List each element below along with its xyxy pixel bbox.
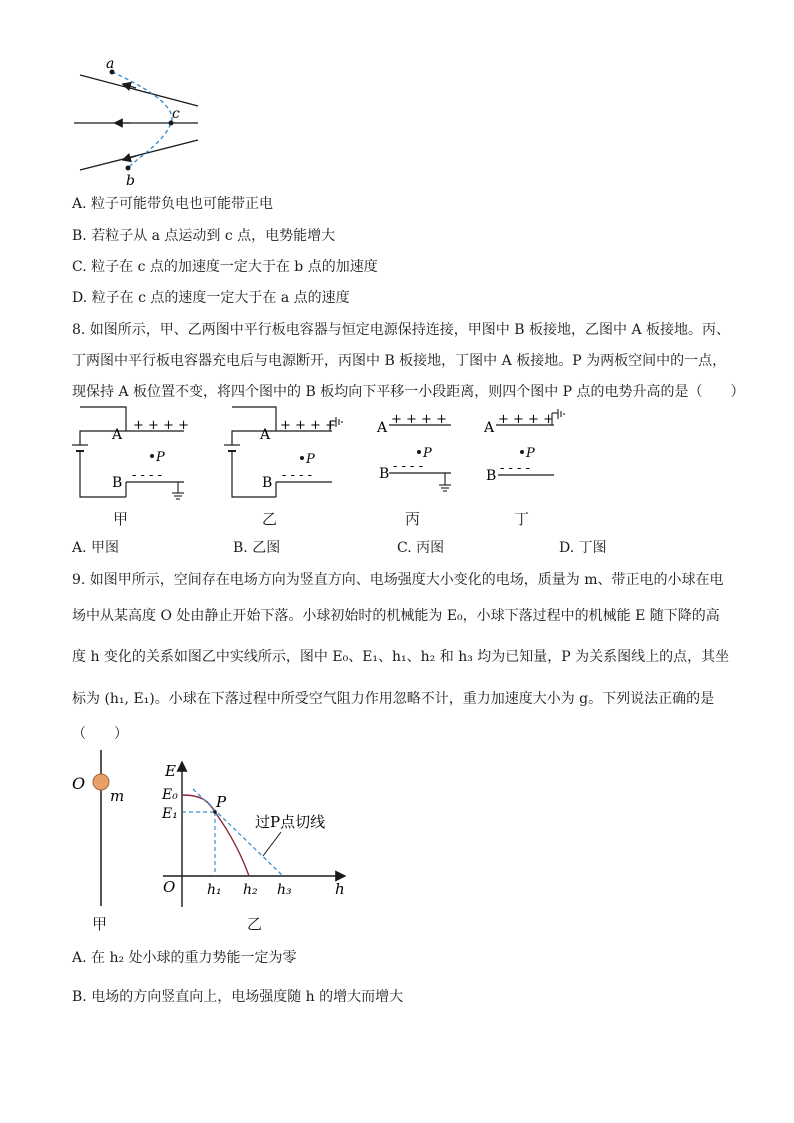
svg-text:B: B [379,466,390,482]
svg-text:- - - -: - - - - [282,468,312,483]
q9-figure-yi [155,752,355,912]
q8-text-line-3: 现保持 A 板位置不变，将四个图中的 B 板均向下平移一小段距离，则四个图中 P 点的电势升高的是（ ） [72,384,745,400]
q9-figure-jia [66,748,136,908]
q9-label-h2: h₂ [243,882,258,898]
q8-figure-jia [66,405,196,505]
q9-jia-origin: O [72,774,86,793]
q8-text-line-1: 8. 如图所示，甲、乙两图中平行板电容器与恒定电源保持连接，甲图中 B 板接地，乙图中 A 板接地。丙、 [72,322,731,338]
q9-text-line-2: 场中从某高度 O 处由静止开始下落。小球初始时的机械能为 E₀，小球下落过程中的机械能 E 随下降的高 [72,608,720,624]
label-c: c [172,106,180,122]
q9-text-line-4: 标为 (h₁, E₁)。小球在下落过程中所受空气阻力作用忽略不计，重力加速度大小为 g。下列说法正确的是 [72,691,715,707]
q8-figure-ding [482,405,582,505]
q9-text-line-1: 9. 如图甲所示，空间存在电场方向为竖直方向、电场强度大小变化的电场，质量为 m、带正电的小球在电 [72,572,724,588]
q8-option-a: A. 甲图 [72,540,120,556]
q8-caption-jia: 甲 [113,510,129,528]
q8-caption-ding: 丁 [514,510,530,528]
label-b: b [126,173,135,188]
q8-caption-yi: 乙 [262,510,278,528]
q9-axis-E: E [165,762,176,780]
q7-option-c: C. 粒子在 c 点的加速度一定大于在 b 点的加速度 [72,259,378,275]
q9-label-E1: E₁ [162,806,178,822]
q9-label-P: P [216,793,227,811]
q7-field-line-figure [68,58,208,188]
q9-option-b: B. 电场的方向竖直向上，电场强度随 h 的增大而增大 [72,989,404,1005]
svg-text:- - - -: - - - - [500,461,530,476]
q9-caption-yi: 乙 [247,915,263,933]
q8-option-c: C. 丙图 [397,540,445,556]
svg-text:P: P [156,450,165,465]
q7-option-a: A. 粒子可能带负电也可能带正电 [72,196,274,212]
svg-text:+ + + +: + + + + [280,418,336,433]
q9-option-a: A. 在 h₂ 处小球的重力势能一定为零 [72,950,297,966]
q9-label-h3: h₃ [277,882,292,898]
svg-text:+ + + +: + + + + [133,418,189,433]
q9-origin: O [163,878,176,896]
svg-text:A: A [112,427,123,443]
q8-figure-bing [375,405,465,505]
q9-text-line-5: （ ） [72,726,128,742]
svg-text:P: P [306,452,315,467]
svg-text:B: B [112,475,123,491]
q8-option-b: B. 乙图 [233,540,281,556]
q8-option-d: D. 丁图 [559,540,607,556]
svg-text:- - - -: - - - - [393,459,423,474]
svg-text:B: B [486,468,497,484]
svg-text:+ + + +: + + + + [498,412,554,427]
svg-text:P: P [423,446,432,461]
svg-text:P: P [526,446,535,461]
q9-tangent-label: 过P点切线 [255,813,326,831]
svg-text:- - - -: - - - - [132,468,162,483]
q7-option-d: D. 粒子在 c 点的速度一定大于在 a 点的速度 [72,290,350,306]
q8-text-line-2: 丁两图中平行板电容器充电后与电源断开，丙图中 B 板接地，丁图中 A 板接地。P 为两板空间中的一点， [72,353,727,369]
q9-label-E0: E₀ [162,787,178,803]
svg-text:A: A [260,427,271,443]
q9-jia-mass: m [110,787,125,805]
q8-figure-yi [222,405,352,505]
svg-text:A: A [484,420,495,436]
svg-text:B: B [262,475,273,491]
svg-text:A: A [377,420,388,436]
q9-caption-jia: 甲 [92,915,108,933]
svg-text:+ + + +: + + + + [391,412,447,427]
q9-label-h1: h₁ [207,882,222,898]
label-a: a [106,58,115,72]
q9-axis-h: h [335,880,345,898]
q7-option-b: B. 若粒子从 a 点运动到 c 点，电势能增大 [72,228,336,244]
q9-text-line-3: 度 h 变化的关系如图乙中实线所示，图中 E₀、E₁、h₁、h₂ 和 h₃ 均为已知量，P 为关系图线上的点，其坐 [72,649,730,665]
q8-caption-bing: 丙 [405,510,421,528]
